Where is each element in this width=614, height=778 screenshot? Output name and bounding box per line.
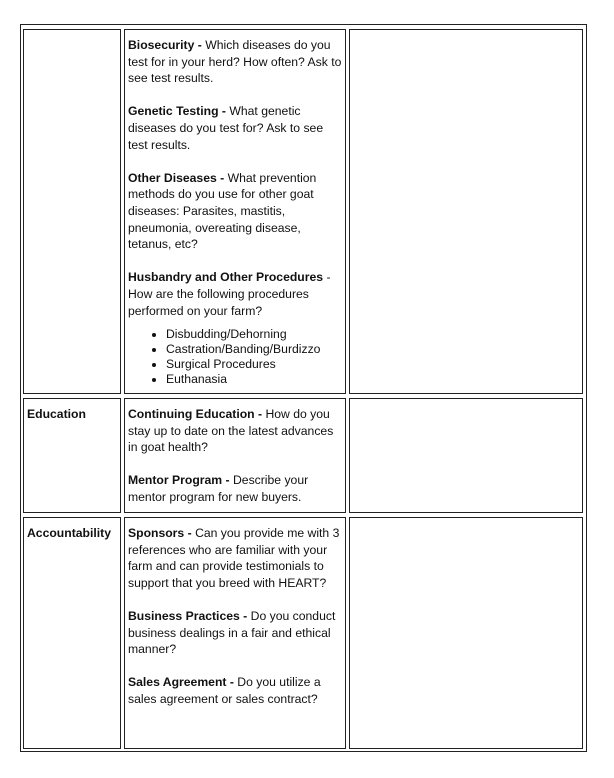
question-separator: - [254,407,266,421]
question-husbandry [128,269,342,319]
question-separator: - [226,675,238,690]
row-label-education: Education [27,407,86,421]
question-text: Do you conduct business dealings in a fair and ethical manner? [128,608,336,657]
question-text: What prevention methods do you use for other goat diseases: Parasites, mastitis, pneumonia, overeating disease, tetanus, etc? [128,170,317,252]
question-title: Business Practices [128,608,240,623]
procedures-list [128,327,342,387]
list-item: • Castration/Banding/Burdizzo [166,342,342,357]
question-business-practices [128,608,342,658]
question-mentor-program [128,472,342,505]
question-genetic-testing [128,103,342,153]
question-other-diseases [128,170,342,253]
question-biosecurity [128,37,342,87]
questions-cell [124,517,346,749]
question-separator: - [239,608,251,623]
question-text: What genetic diseases do you test for? Ask to see test results. [128,104,324,152]
questions-cell [124,398,346,513]
question-text: Which diseases do you test for in your herd? How often? Ask to see test results. [128,38,342,86]
questions-cell [124,29,346,394]
answer-cell[interactable] [349,398,583,513]
row-label-cell [23,398,121,513]
row-label-cell [23,29,121,394]
question-separator: - [222,473,233,488]
question-separator: - [194,38,206,52]
question-title: Biosecurity [128,38,195,52]
row-label-cell [23,517,121,749]
question-text: Describe your mentor program for new buyers. [128,473,309,504]
question-continuing-education [128,406,342,456]
question-title: Genetic Testing [128,104,219,119]
question-separator: - [216,170,228,185]
question-separator: - [218,104,230,119]
question-title: Continuing Education [128,407,255,421]
question-text: How do you stay up to date on the latest advances in goat health? [128,407,334,455]
question-title: Sponsors [128,526,185,540]
question-separator: - [184,526,196,540]
question-title: Mentor Program [128,473,223,488]
question-text: - How are the following procedures performed on your farm? [128,270,331,318]
answer-cell[interactable] [349,29,583,394]
question-title: Husbandry and Other Procedures [128,270,324,285]
list-item: • Surgical Procedures [166,357,342,372]
question-text: Do you utilize a sales agreement or sales contract? [128,675,321,706]
question-sales-agreement [128,674,342,707]
question-sponsors [128,525,342,591]
list-item: • Euthanasia [166,372,342,387]
question-title: Other Diseases [128,170,217,185]
question-title: Sales Agreement [128,675,227,690]
row-label-accountability: Accountability [27,526,111,540]
list-item: • Disbudding/Dehorning [166,327,342,342]
answer-cell[interactable] [349,517,583,749]
question-text: Can you provide me with 3 references who are familiar with your farm and can provide testimonials to support that you breed with HEART? [128,526,340,590]
